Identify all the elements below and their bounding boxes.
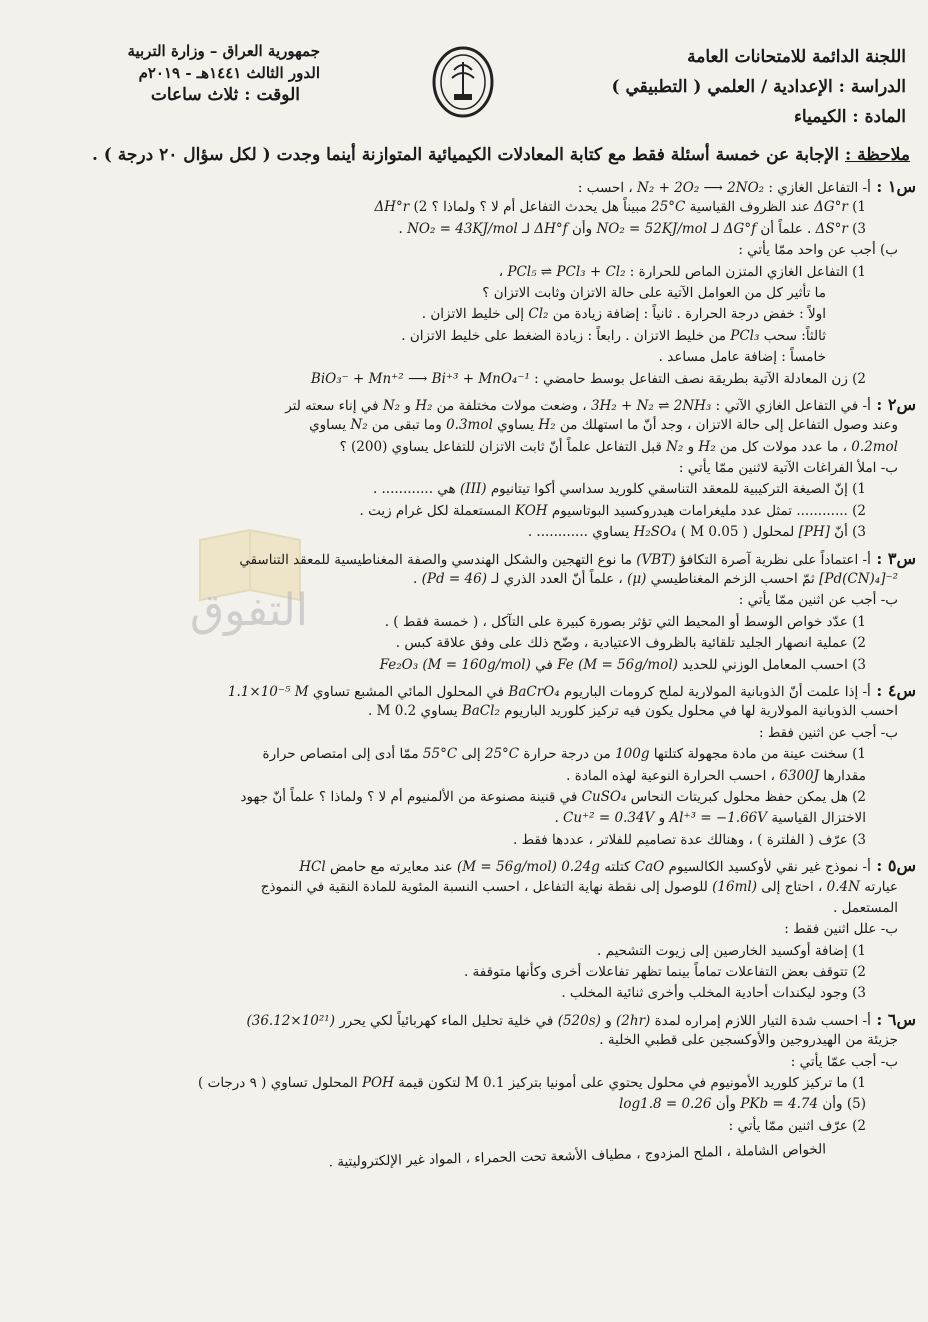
question-number: س٦ : bbox=[870, 1009, 916, 1029]
question-text: المستعمل . bbox=[833, 899, 898, 916]
question-line bbox=[10, 1052, 916, 1073]
formula: (μ) bbox=[627, 571, 647, 588]
question-text: و bbox=[600, 1012, 617, 1029]
formula: Fe (M = 56g/mol) bbox=[557, 656, 678, 673]
question-line bbox=[10, 766, 916, 787]
question-text: لمحلول ( 0.05 M ) bbox=[676, 524, 799, 541]
question-text: ما تأثير كل من العوامل الآتية على حالة الاتزان وثابت الاتزان ؟ bbox=[482, 284, 826, 301]
question-text: 2) هل يمكن حفظ محلول كبريتات النحاس bbox=[626, 788, 866, 805]
question-line bbox=[10, 1137, 916, 1182]
question-line bbox=[10, 898, 916, 919]
formula: N₂ + 2O₂ ⟶ 2NO₂ bbox=[637, 180, 765, 196]
question-line bbox=[10, 197, 916, 218]
question-text: يساوي ............ . bbox=[527, 524, 634, 541]
note-text: الإجابة عن خمسة أسئلة فقط مع كتابة المعادلات الكيميائية المتوازنة أينما وجدت ( لكل سؤال ٢٠ درجة ) . bbox=[91, 145, 840, 165]
formula: 55°C bbox=[422, 746, 458, 763]
question-line bbox=[10, 262, 916, 283]
question-line bbox=[10, 394, 916, 415]
question-text: 2) عرّف اثنين ممّا يأتي : bbox=[728, 1117, 866, 1134]
formula: HCl bbox=[299, 859, 326, 876]
formula: CaO bbox=[634, 859, 665, 876]
question-text: 1) التفاعل الغازي المتزن الماص للحرارة : bbox=[625, 263, 866, 280]
question-text: وأن bbox=[711, 1096, 741, 1113]
question-text: ب) أجب عن واحد ممّا يأتي : bbox=[738, 242, 898, 259]
question-text: و bbox=[400, 397, 416, 414]
question-text: في bbox=[530, 656, 558, 673]
question-line bbox=[10, 458, 916, 479]
formula: H₂ bbox=[698, 438, 716, 455]
note-label: ملاحظة : bbox=[844, 145, 910, 165]
header-line: اللجنة الدائمة للامتحانات العامة bbox=[687, 47, 906, 67]
formula: N₂ bbox=[666, 438, 684, 455]
header-line: الدور الثالث ١٤٤١هـ - ٢٠١٩م bbox=[138, 64, 320, 82]
question-line bbox=[10, 437, 916, 458]
formula: 25°C bbox=[484, 746, 520, 763]
question-text: ، وضعت مولات مختلفة من bbox=[432, 397, 591, 414]
question-number: س١ : bbox=[870, 177, 916, 196]
question-line bbox=[10, 548, 916, 569]
question-text: إلى خليط الاتزان . bbox=[421, 306, 529, 323]
question-text: 1) إنّ الصيغة التركيبية للمعقد التناسقي كلوريد سداسي أكوا تيتانيوم bbox=[486, 481, 866, 498]
formula: PKb = 4.74 bbox=[740, 1096, 819, 1113]
formula: (M = 56g/mol) bbox=[457, 859, 557, 876]
question-text: و bbox=[683, 438, 699, 455]
question-text: 2) عملية انصهار الجليد تلقائية بالظروف الاعتيادية ، وضّح ذلك على وفق علاقة كبس . bbox=[395, 635, 866, 652]
question-text: ب- أجب عن اثنين ممّا يأتي : bbox=[738, 592, 898, 609]
question-text: من خليط الاتزان . رابعاً : زيادة الضغط على خليط الاتزان . bbox=[401, 327, 731, 344]
question-line bbox=[10, 680, 916, 701]
question-text: لـ bbox=[707, 220, 724, 237]
formula: ΔS°r bbox=[815, 220, 848, 237]
question-text: . bbox=[554, 810, 564, 827]
question-line bbox=[10, 1116, 916, 1137]
question-text: ثالثاً: سحب bbox=[759, 327, 826, 344]
question-text: . bbox=[398, 220, 408, 237]
question-line bbox=[10, 219, 916, 240]
question-text: . bbox=[413, 571, 422, 588]
question-line bbox=[10, 569, 916, 590]
question-line bbox=[10, 612, 916, 633]
question-text: للوصول إلى نقطة نهاية التفاعل ، احسب النسبة المئوية للمادة النقية في النموذج bbox=[260, 878, 713, 895]
formula: (36.12×10²¹) bbox=[246, 1012, 335, 1029]
question-number: س٥ : bbox=[870, 856, 916, 876]
question-text: أ- اعتماداً على نظرية آصرة التكافؤ bbox=[675, 551, 871, 568]
question-line bbox=[10, 808, 916, 829]
question-line bbox=[10, 1094, 916, 1115]
question-line bbox=[10, 240, 916, 261]
question-text: إلى bbox=[457, 746, 485, 763]
question-text: ، احسب الحرارة النوعية لهذه المادة . bbox=[566, 767, 780, 784]
formula: H₂ bbox=[538, 417, 556, 434]
question-text: 3) bbox=[847, 220, 866, 237]
question-text: . علماً أن bbox=[756, 220, 816, 237]
question-line bbox=[10, 787, 916, 808]
question-text: ، احتاج إلى bbox=[757, 878, 827, 895]
question-text: خامساً : إضافة عامل مساعد . bbox=[658, 349, 826, 366]
question-line bbox=[10, 479, 916, 500]
formula: N₂ bbox=[350, 417, 368, 434]
formula: NO₂ = 52KJ/mol bbox=[596, 220, 708, 237]
exam-note bbox=[10, 142, 910, 168]
header-right bbox=[606, 42, 906, 132]
formula: ΔG°f bbox=[723, 220, 757, 237]
question-line bbox=[10, 501, 916, 522]
formula: (2hr) bbox=[616, 1012, 651, 1029]
question-text: هي ............ . bbox=[372, 481, 460, 498]
question-text: 3) احسب المعامل الوزني للحديد bbox=[677, 656, 866, 673]
question-text: اولاً : خفض درجة الحرارة . ثانياً : إضافة زيادة من bbox=[548, 306, 826, 323]
formula: N₂ bbox=[382, 397, 401, 414]
question-text: ، ما عدد مولات كل من bbox=[715, 438, 852, 455]
formula: [PH] bbox=[798, 524, 830, 541]
formula: (VBT) bbox=[636, 551, 676, 568]
question-text: عند معايرته مع حامض bbox=[325, 859, 458, 876]
question-text: أ- إذا علمت أنّ الذوبانية المولارية لملح كرومات الباريوم bbox=[559, 683, 871, 700]
question-text: المحلول تساوي ( ٩ درجات ) bbox=[198, 1075, 362, 1092]
question-text: الاختزال القياسية bbox=[767, 810, 866, 827]
question-line bbox=[10, 522, 916, 543]
header-left bbox=[60, 40, 320, 106]
question-text: ، احسب : bbox=[577, 180, 638, 196]
question-text: 2) زن المعادلة الآتية بطريقة نصف التفاعل بوسط حامضي : bbox=[529, 370, 866, 387]
formula: 0.4N bbox=[826, 878, 860, 895]
formula: KOH bbox=[515, 502, 548, 519]
question-text: 1) عدّد خواص الوسط أو المحيط التي تؤثر بصورة كبيرة على التآكل ، ( خمسة فقط ) . bbox=[384, 613, 866, 630]
question-text: ما نوع التهجين والشكل الهندسي والصفة المغناطيسية للمعقد التناسقي bbox=[239, 551, 637, 568]
question-text: وما تبقى من bbox=[367, 417, 447, 434]
question-text: يساوي bbox=[309, 417, 351, 434]
question-text: 3) وجود ليكندات أحادية المخلب وأخرى ثنائية المخلب . bbox=[561, 985, 866, 1002]
header-line: الدراسة : الإعدادية / العلمي ( التطبيقي ) bbox=[611, 77, 906, 97]
question-text: ب- أجب عمّا يأتي : bbox=[790, 1053, 898, 1070]
formula: H₂SO₄ bbox=[633, 524, 677, 541]
question-text: ب- املأ الفراغات الآتية لاثنين ممّا يأتي : bbox=[678, 460, 898, 477]
question-text: في خلية تحليل الماء كهربائياً لكي يحرر bbox=[334, 1012, 558, 1029]
question-text: المستعملة لكل غرام زيت . bbox=[359, 502, 516, 519]
formula: Al⁺³ = −1.66V bbox=[669, 810, 768, 827]
question-text: كتلته bbox=[599, 859, 635, 876]
question-line bbox=[10, 369, 916, 390]
question-line bbox=[10, 919, 916, 940]
question-line bbox=[10, 744, 916, 765]
question-text: ممّا أدى إلى امتصاص حرارة bbox=[262, 746, 423, 763]
question-line bbox=[10, 590, 916, 611]
question-text: 3) أنّ bbox=[829, 524, 866, 541]
question-text: يساوي 0.2 M . bbox=[368, 703, 462, 720]
question-text: احسب الذوبانية المولارية لها في محلول يكون فيه تركيز كلوريد الباريوم bbox=[499, 703, 898, 720]
formula: 100g bbox=[615, 746, 650, 763]
watermark-text: التفوق bbox=[190, 585, 309, 636]
question-line bbox=[10, 326, 916, 347]
question-text: 2) ............ تمثل عدد مليغرامات هيدروكسيد البوتاسيوم bbox=[547, 502, 866, 519]
question-number: س٤ : bbox=[870, 680, 916, 700]
question-line bbox=[10, 941, 916, 962]
formula: [Pd(CN)₄]⁻² bbox=[819, 571, 898, 588]
formula: Cl₂ bbox=[528, 306, 549, 323]
question-text: مبيناً هل يحدث التفاعل أم لا ؟ ولماذا ؟ 2) bbox=[409, 199, 652, 216]
formula: (520s) bbox=[557, 1012, 601, 1029]
question-text: ثمّ احسب الزخم المغناطيسي bbox=[646, 571, 820, 588]
formula: POH bbox=[361, 1075, 394, 1092]
formula: NO₂ = 43KJ/mol bbox=[407, 220, 518, 237]
formula: 0.2mol bbox=[851, 438, 898, 455]
question-text: 1) ما تركيز كلوريد الأمونيوم في محلول يحتوي على أمونيا بتركيز 0.1 M لتكون قيمة bbox=[393, 1075, 866, 1092]
question-line bbox=[10, 723, 916, 744]
ministry-seal-icon bbox=[430, 42, 496, 120]
question-text: 1) سخنت عينة من مادة مجهولة كتلتها bbox=[649, 746, 866, 763]
question-text: (5) وأن bbox=[818, 1096, 866, 1113]
formula: BaCrO₄ bbox=[508, 683, 560, 700]
formula: Cu⁺² = 0.34V bbox=[563, 810, 655, 827]
question-number: س٣ : bbox=[870, 548, 916, 568]
question-line bbox=[10, 633, 916, 654]
question-text: و bbox=[654, 810, 670, 827]
question-line bbox=[10, 830, 916, 851]
question-text: أ- في التفاعل الغازي الآتي : bbox=[711, 397, 871, 414]
formula: BaCl₂ bbox=[461, 703, 500, 720]
formula: ΔH°f bbox=[534, 220, 568, 237]
question-text: وعند وصول التفاعل إلى حالة الاتزان ، وجد أنّ ما استهلك من bbox=[555, 417, 898, 434]
formula: (16ml) bbox=[712, 878, 757, 895]
question-text: ب- أجب عن اثنين فقط : bbox=[759, 724, 898, 741]
question-text: ، علماً أنّ العدد الذري لـ bbox=[486, 571, 628, 588]
formula: 6300J bbox=[779, 767, 820, 784]
formula: BiO₃⁻ + Mn⁺² ⟶ Bi⁺³ + MnO₄⁻¹ bbox=[310, 370, 530, 387]
question-text: قبل التفاعل علماً أنّ ثابت الاتزان للتفاعل يساوي (200) ؟ bbox=[339, 438, 667, 455]
question-text: ب- علل اثنين فقط : bbox=[784, 921, 898, 938]
formula: CuSO₄ bbox=[581, 788, 627, 805]
question-number: س٢ : bbox=[870, 394, 916, 414]
formula: 3H₂ + N₂ ⇌ 2NH₃ bbox=[590, 397, 712, 414]
question-text: في قنينة مصنوعة من الألمنيوم أم لا ؟ ولماذا ؟ علماً أنّ جهود bbox=[240, 788, 582, 805]
question-line bbox=[10, 877, 916, 898]
question-text: الخواص الشاملة ، الملح المزدوج ، مطياف الأشعة تحت الحمراء ، المواد غير الإلكتروليتية . bbox=[328, 1141, 827, 1171]
exam-time: الوقت : ثلاث ساعات bbox=[150, 85, 300, 105]
question-line bbox=[10, 962, 916, 983]
formula: PCl₃ bbox=[730, 327, 760, 344]
question-text: لـ bbox=[517, 220, 535, 237]
questions-body bbox=[10, 176, 916, 1171]
question-text: أ- التفاعل الغازي : bbox=[764, 180, 871, 196]
question-text: في المحلول المائي المشبع تساوي bbox=[308, 683, 509, 700]
formula: Fe₂O₃ (M = 160g/mol) bbox=[379, 656, 531, 673]
question-line bbox=[10, 1073, 916, 1094]
question-text: 1) إضافة أوكسيد الخارصين إلى زيوت التشحيم . bbox=[597, 942, 866, 959]
question-text: مقدارها bbox=[819, 767, 866, 784]
formula: 0.24g bbox=[561, 859, 600, 876]
question-text: أ- احسب شدة التيار اللازم إمراره لمدة bbox=[650, 1012, 871, 1029]
question-text: 1) bbox=[847, 199, 866, 216]
question-text: 2) تتوقف بعض التفاعلات تماماً بينما تظهر تفاعلات أخرى وكأنها متوقفة . bbox=[463, 964, 866, 981]
question-text: ، bbox=[498, 263, 508, 280]
formula: (Pd = 46) bbox=[421, 571, 487, 588]
question-line bbox=[10, 1030, 916, 1051]
question-line bbox=[10, 347, 916, 368]
question-line bbox=[10, 983, 916, 1004]
question-line bbox=[10, 1009, 916, 1030]
question-text: في إناء سعته لتر bbox=[285, 397, 383, 414]
question-text: من درجة حرارة bbox=[519, 746, 616, 763]
formula: 0.3mol bbox=[446, 417, 493, 434]
formula: ΔH°r bbox=[374, 199, 410, 216]
question-text: وأن bbox=[567, 220, 597, 237]
formula: PCl₅ ⇌ PCl₃ + Cl₂ bbox=[507, 263, 626, 280]
formula: H₂ bbox=[415, 397, 433, 414]
question-line bbox=[10, 176, 916, 197]
question-line bbox=[10, 701, 916, 722]
question-line bbox=[10, 415, 916, 436]
formula: (III) bbox=[459, 481, 487, 498]
question-text: عند الظروف القياسية bbox=[685, 199, 815, 216]
formula: ΔG°r bbox=[814, 199, 848, 216]
question-line bbox=[10, 283, 916, 304]
header-line: المادة : الكيمياء bbox=[793, 107, 906, 127]
question-text: يساوي bbox=[492, 417, 539, 434]
formula: log1.8 = 0.26 bbox=[619, 1096, 712, 1113]
question-line bbox=[10, 855, 916, 876]
formula: 1.1×10⁻⁵ M bbox=[227, 683, 309, 700]
question-text: 3) عرّف ( الفلترة ) ، وهنالك عدة تصاميم للفلاتر ، عددها فقط . bbox=[513, 831, 866, 848]
question-line bbox=[10, 655, 916, 676]
header-line: جمهورية العراق – وزارة التربية bbox=[127, 42, 320, 60]
question-line bbox=[10, 304, 916, 325]
question-text: جزيئة من الهيدروجين والأوكسجين على قطبي الخلية . bbox=[599, 1032, 898, 1049]
question-text: عيارته bbox=[859, 878, 898, 895]
formula: 25°C bbox=[651, 199, 686, 216]
question-text: أ- نموذج غير نقي لأوكسيد الكالسيوم bbox=[664, 859, 871, 876]
